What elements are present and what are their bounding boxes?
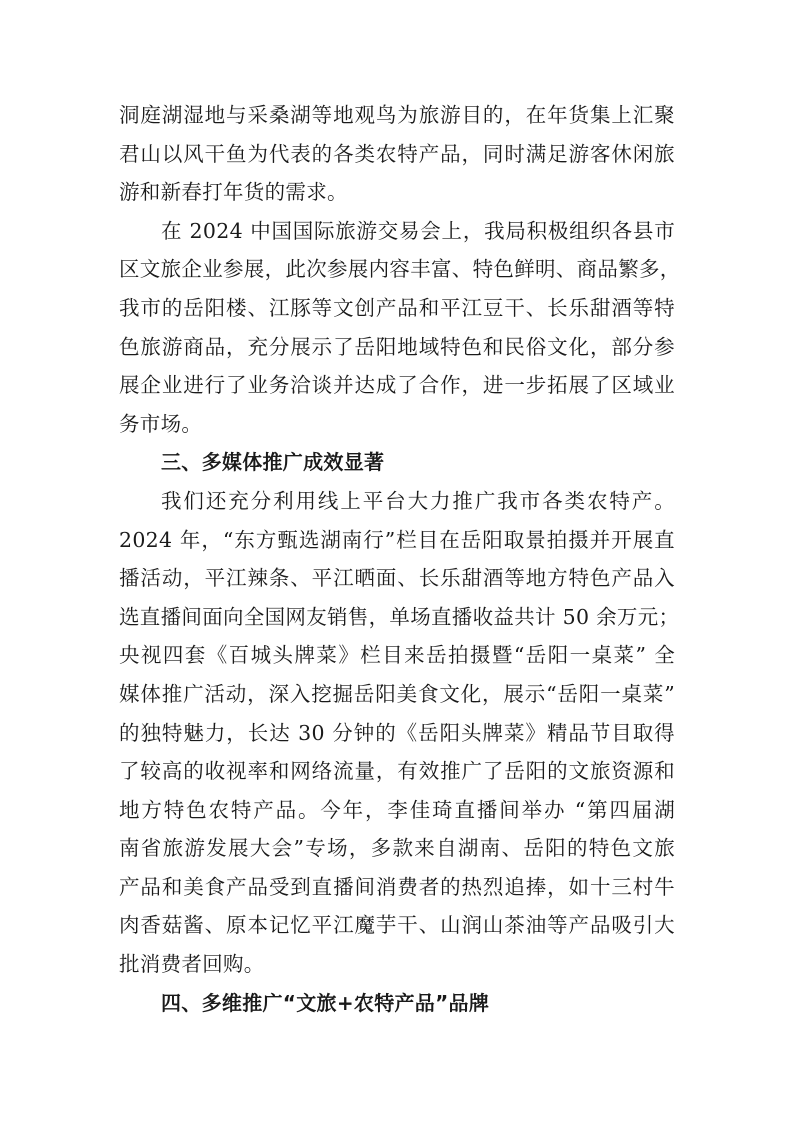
paragraph-guanniao [119,96,675,212]
text-line: 我市的岳阳楼、江豚等文创产品和平江豆干、长乐甜酒等特 [119,295,675,320]
text-line: 洞庭湖湿地与采桑湖等地观鸟为旅游目的，在年货集上汇聚 [119,103,675,127]
text-line: 选直播间面向全国网友销售，单场直播收益共计 50 余万元； [119,604,680,629]
text-line: 务市场。 [119,411,203,436]
text-line: 游和新春打年货的需求。 [119,180,348,205]
text-line: 展企业进行了业务洽谈并达成了合作，进一步拓展了区域业 [119,373,675,398]
text-line: 批消费者回购。 [119,952,265,977]
text-line: 2024 年，“东方甄选湖南行”栏目在岳阳取景拍摄并开展直 [119,527,675,552]
text-line: 南省旅游发展大会”专场，多款来自湖南、岳阳的特色文旅 [119,836,675,861]
text-line: 区文旅企业参展，此次参展内容丰富、特色鲜明、商品繁多， [119,257,681,282]
paragraph-travel-fair [119,212,681,444]
paragraph-multimedia [119,482,680,984]
text-line: 播活动，平江辣条、平江晒面、长乐甜酒等地方特色产品入 [119,566,675,591]
text-line: 的独特魅力，长达 30 分钟的《岳阳头牌菜》精品节目取得 [119,720,675,745]
section-heading-3: 三、多媒体推广成效显著 [161,450,385,475]
text-line: 了较高的收视率和网络流量，有效推广了岳阳的文旅资源和 [119,759,675,784]
document-body [119,96,681,1022]
text-line: 媒体推广活动，深入挖掘岳阳美食文化，展示“岳阳一桌菜” [119,681,675,706]
text-line: 地方特色农特产品。今年，李佳琦直播间举办 “第四届湖 [119,797,675,822]
text-line: 央视四套《百城头牌菜》栏目来岳拍摄暨“岳阳一桌菜” 全 [119,643,675,668]
text-line: 君山以风干鱼为代表的各类农特产品，同时满足游客休闲旅 [119,141,675,166]
text-line: 在 2024 中国国际旅游交易会上，我局积极组织各县市 [161,218,675,243]
text-line: 我们还充分利用线上平台大力推广我市各类农特产。 [161,488,675,513]
section-heading-4: 四、多维推广“文旅+农特产品”品牌 [161,990,490,1015]
text-line: 产品和美食产品受到直播间消费者的热烈追捧，如十三村牛 [119,874,675,899]
text-line: 肉香菇酱、原本记忆平江魔芋干、山润山茶油等产品吸引大 [119,913,675,938]
text-line: 色旅游商品，充分展示了岳阳地域特色和民俗文化，部分参 [119,334,675,359]
